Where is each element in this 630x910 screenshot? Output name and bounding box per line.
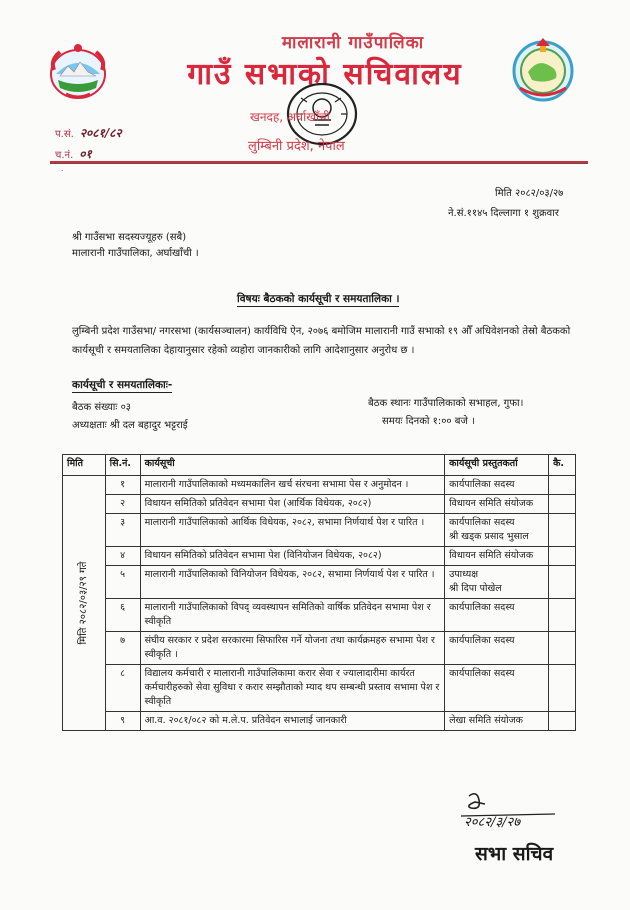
serial-number: ६ [105,599,140,632]
table-header-row [63,455,576,476]
agenda-item: मालारानी गाउँपालिकाको मध्यमकालिन खर्च संरचना सभामा पेस र अनुमोदन । [140,476,445,495]
signature-date: २०८२/३/२७ [464,815,521,830]
agenda-item: विद्यालय कर्मचारी र मालारानी गाउँपालिकामा करार सेवा र ज्यालादारीमा कार्यरत कर्मचारीहरुको सेवा सुविधा र करार सम्झौताको म्याद थप सम्बन्धी प्रस्ताव सभामा पेश र स्वीकृति [140,665,445,712]
section-title: कार्यसूची र समयतालिकाः- [72,379,173,391]
table-row [63,566,576,599]
table-row [63,476,576,495]
remarks-cell [549,547,576,566]
agenda-presenter: उपाध्यक्ष श्री दिपा पोखेल [445,566,549,599]
subject-line: विषयः बैठकको कार्यसूची र समयतालिका । [237,293,400,305]
recipient-line-1: श्री गाउँसभा सदस्यज्यूहरु (सबै) [72,232,187,243]
table-row [63,599,576,632]
nepal-sambat-date: ने.सं.११४५ दिल्लागा १ शुक्रवार [448,208,559,219]
agenda-item: आ.व. २०८१/०८२ को म.ले.प. प्रतिवेदन सभालाई जानकारी [140,712,445,731]
ps-number [55,124,122,141]
header-remarks: कै. [549,455,576,476]
signatory-title: सभा सचिव [475,843,554,865]
remarks-cell [549,712,576,731]
agenda-presenter: विधायन समिति संयोजक [445,495,549,514]
serial-number: १ [105,476,140,495]
serial-number: २ [105,495,140,514]
agenda-presenter: कार्यपालिका सदस्य [445,632,549,665]
serial-number: ८ [105,665,140,712]
meeting-date-cell [63,476,106,731]
agenda-item: विधायन समितिको प्रतिवेदन सभामा पेश (विनियोजन विधेयक, २०८२) [140,547,445,566]
remarks-cell [549,514,576,547]
table-row [63,514,576,547]
remarks-cell [549,599,576,632]
body-paragraph: लुम्बिनी प्रदेश गाउँसभा/ नगरसभा (कार्यसञ्चालन) कार्यविधि ऐन, २०७६ बमोजिम मालारानी गाउँ सभाको १९ औँ अधिवेशनको तेस्रो बैठकको कार्यसूची र समयतालिका देहायानुसार रहेको व्यहोरा जानकारीको लागि आदेशानुसार अनुरोध छ । [72,326,571,356]
agenda-presenter: कार्यपालिका सदस्य [445,476,549,495]
serial-number: ५ [105,566,140,599]
agenda-presenter: लेखा समिति संयोजक [445,712,549,731]
recipient-line-2: मालारानी गाउँपालिका, अर्घाखाँची । [72,248,199,259]
remarks-cell [549,495,576,514]
nepal-emblem-logo [46,40,110,106]
ps-label: प.सं. [55,129,74,140]
cn-label: च.नं. [55,150,74,161]
cn-value: ०१ [79,147,92,161]
remarks-cell [549,632,576,665]
table-row [63,632,576,665]
agenda-presenter: कार्यपालिका सदस्य [445,665,549,712]
agenda-item: मालारानी गाउँपालिकाको विनियोजन विधेयक, २०८२, सभामा निर्णयार्थ पेश र पारित । [140,566,445,599]
header-presenter: कार्यसूची प्रस्तुतकर्ता [445,455,549,476]
serial-number: ९ [105,712,140,731]
meeting-chair: अध्यक्षताः श्री दल बहादुर भट्टराई [72,420,188,431]
serial-number: ७ [105,632,140,665]
remarks-cell [549,566,576,599]
remarks-cell [549,476,576,495]
address-line: खनदह, अर्घाखाँची [250,110,330,124]
table-row [63,712,576,731]
agenda-presenter: विधायन समिति संयोजक [445,547,549,566]
header-date: मिति [63,455,106,476]
agenda-item: संघीय सरकार र प्रदेश सरकारमा सिफारिस गर्ने योजना तथा कार्यक्रमहरु सभामा पेश र स्वीकृति । [140,632,445,665]
letter-date: मिति २०८२/०३/२७ [495,188,564,199]
cn-number [55,145,92,162]
remarks-cell [549,665,576,712]
header-sn: सि.नं. [105,455,140,476]
agenda-presenter: कार्यपालिका सदस्य [445,599,549,632]
meeting-date: मिति २०८२/०३/२९ गते [77,561,89,645]
decorative-dots: ˙ [60,170,65,180]
agenda-item: विधायन समितिको प्रतिवेदन सभामा पेश (आर्थिक विधेयक, २०८२) [140,495,445,514]
agenda-presenter: कार्यपालिका सदस्य श्री खड्क प्रसाद भुसाल [445,514,549,547]
province-line: लुम्बिनी प्रदेश, नेपाल [248,139,345,154]
serial-number: ३ [105,514,140,547]
header-agenda: कार्यसूची [140,455,445,476]
meeting-time: समयः दिनको १:०० बजे । [382,416,475,427]
agenda-item: मालारानी गाउँपालिकाको विपद् व्यवस्थापन समितिको वार्षिक प्रतिवेदन सभामा पेश र स्वीकृति [140,599,445,632]
serial-number: ४ [105,547,140,566]
table-row [63,665,576,712]
table-row [63,495,576,514]
table-row [63,547,576,566]
agenda-item: मालारानी गाउँपालिकाको आर्थिक विधेयक, २०८२, सभामा निर्णयार्थ पेश र पारित । [140,514,445,547]
municipality-name: मालारानी गाउँपालिका [281,33,425,53]
meeting-venue: बैठक स्थानः गाउँपालिकाको सभाहल, गुफा। [368,398,524,409]
meeting-number: बैठक संख्याः ०३ [72,402,131,413]
office-title: गाउँ सभाको सचिवालय [187,57,463,92]
ps-value: २०८१/८२ [79,126,122,140]
header-divider-thin [50,163,588,164]
agenda-table [62,454,576,731]
